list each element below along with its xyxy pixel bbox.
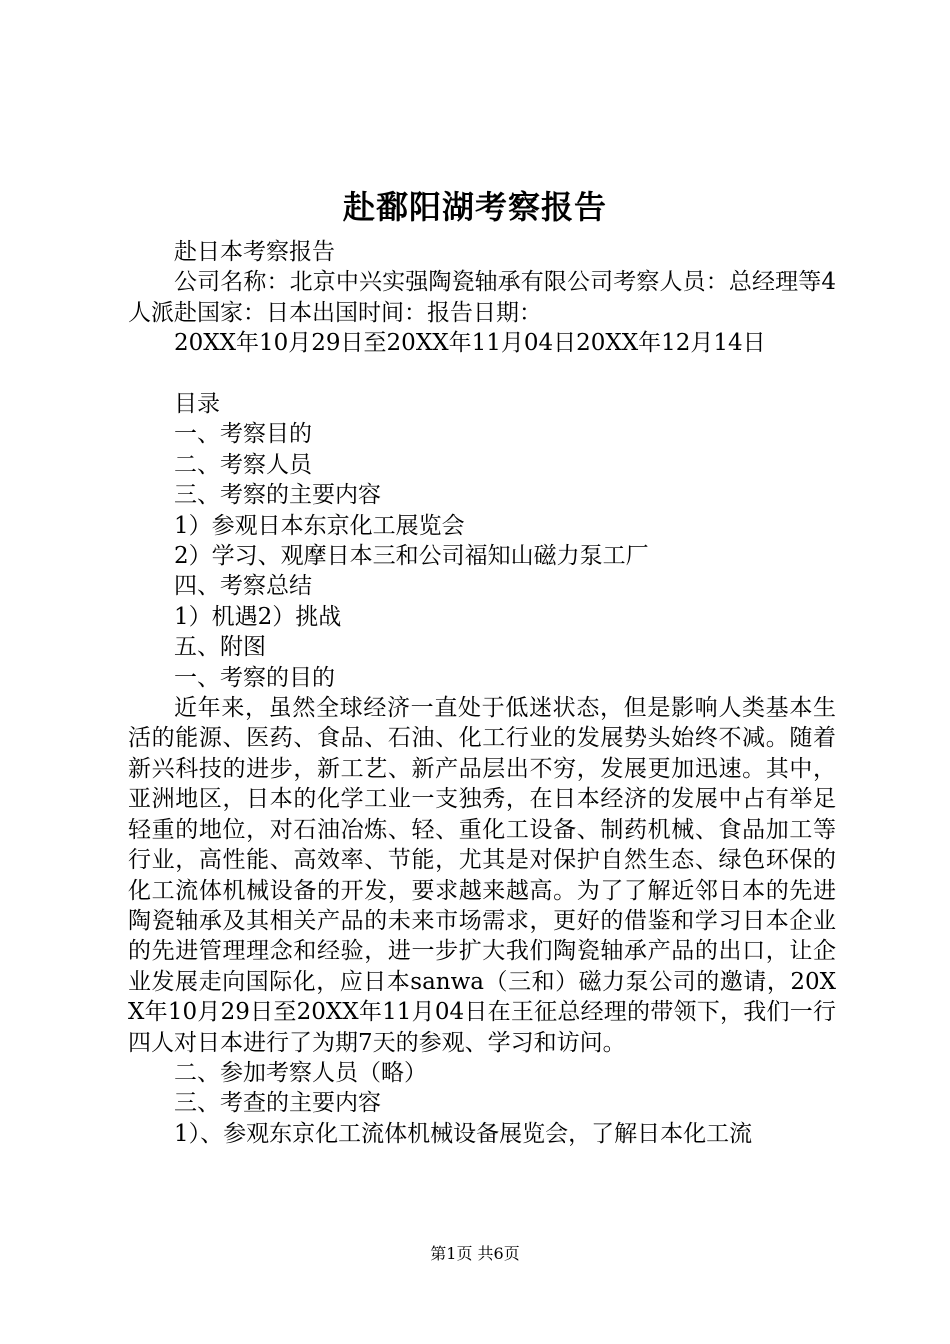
- blank-line: [128, 359, 836, 389]
- toc-item: 2）学习、观摩日本三和公司福知山磁力泵工厂: [174, 543, 649, 570]
- toc-heading: 目录: [174, 391, 220, 418]
- toc-item: 1）机遇2）挑战: [174, 603, 342, 630]
- toc-item: 二、考察人员: [174, 451, 312, 478]
- toc-item: 三、考察的主要内容: [174, 482, 381, 509]
- toc-item: 四、考察总结: [174, 573, 312, 600]
- toc-item: 一、考察目的: [174, 421, 312, 448]
- section-heading: 一、考察的目的: [174, 664, 335, 691]
- table-of-contents: [128, 389, 836, 693]
- date-paragraph: 20XX年10月29日至20XX年11月04日20XX年12月14日: [174, 330, 766, 357]
- document-title: 赴鄱阳湖考察报告: [342, 188, 607, 226]
- body-paragraph: 近年来，虽然全球经济一直处于低迷状态，但是影响人类基本生活的能源、医药、食品、石油、化工行业的发展势头始终不减。随着新兴科技的进步，新工艺、新产品层出不穷，发展更加迅速。其中，亚洲地区，日本的化学工业一支独秀，在日本经济的发展中占有举足轻重的地位，对石油冶炼、轻、重化工设备、制药机械、食品加工等行业，高性能、高效率、节能，尤其是对保护自然生态、绿色环保的化工流体机械设备的开发，要求越来越高。为了了解近邻日本的先进陶瓷轴承及其相关产品的未来市场需求，更好的借鉴和学习日本企业的先进管理理念和经验，进一步扩大我们陶瓷轴承产品的出口，让企业发展走向国际化，应日本sanwa（三和）磁力泵公司的邀请，20XX年10月29日至20XX年11月04日在王征总经理的带领下，我们一行四人对日本进行了为期7天的参观、学习和访问。: [128, 695, 836, 1056]
- report-subtitle: 赴日本考察报告: [174, 239, 335, 265]
- toc-item: 五、附图: [174, 634, 266, 661]
- body-paragraph: 1）、参观东京化工流体机械设备展览会，了解日本化工流: [174, 1120, 753, 1147]
- section-heading: 二、参加考察人员（略）: [174, 1059, 427, 1086]
- page-footer: 第1页 共6页: [430, 1244, 520, 1263]
- section-heading: 三、考查的主要内容: [174, 1090, 381, 1117]
- document-body: [128, 237, 836, 1149]
- toc-item: 1）参观日本东京化工展览会: [174, 512, 465, 539]
- company-info-paragraph: 公司名称：北京中兴实强陶瓷轴承有限公司考察人员：总经理等4人派赴国家：日本出国时间：报告日期：: [128, 269, 836, 326]
